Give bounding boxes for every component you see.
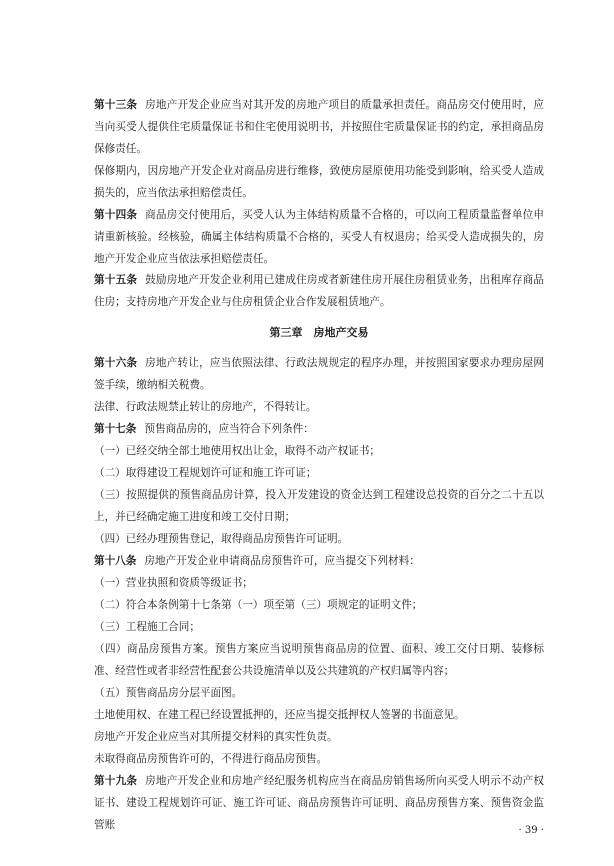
list-item-text: （三）按照提供的预售商品房计算，投入开发建设的资金达到工程建设总投资的百分之二十五以上，并已经确定施工进度和竣工交付日期； — [94, 489, 544, 523]
list-item — [94, 484, 544, 528]
list-item-text: （三）工程施工合同； — [94, 621, 200, 633]
chapter-title: 第三章 房地产交易 — [269, 326, 369, 339]
paragraph-text: 法律、行政法规禁止转让的房地产，不得转让。 — [94, 401, 317, 413]
article-19 — [94, 770, 544, 836]
list-item-text: （二）符合本条例第十七条第（一）项至第（三）项规定的证明文件； — [94, 599, 423, 611]
article-13 — [94, 94, 544, 160]
article-text: 房地产开发企业和房地产经纪服务机构应当在商品房销售场所向买受人明示不动产权证书、建设工程规划许可证、施工许可证、商品房预售许可证明、商品房预售方案、预售资金监管账 — [94, 775, 544, 831]
list-item — [94, 528, 544, 550]
paragraph-text: 土地使用权、在建工程已经设置抵押的，还应当提交抵押权人签署的书面意见。 — [94, 709, 465, 721]
list-item-text: （一）营业执照和资质等级证书； — [94, 577, 253, 589]
article-label: 第十九条 — [94, 775, 138, 787]
article-15 — [94, 269, 544, 313]
paragraph — [94, 396, 544, 418]
paragraph-text: 未取得商品房预售许可的，不得进行商品房预售。 — [94, 753, 328, 765]
list-item-text: （四）已经办理预售登记，取得商品房预售许可证明。 — [94, 533, 349, 545]
article-14 — [94, 204, 544, 270]
article-17 — [94, 418, 544, 440]
article-label: 第十七条 — [94, 423, 137, 435]
paragraph — [94, 748, 544, 770]
list-item-text: （四）商品房预售方案。预售方案应当说明预售商品房的位置、面积、竣工交付日期、装修标准、经营性或者非经营性配套公共设施清单以及公共建筑的产权归属等内容； — [94, 643, 544, 677]
paragraph — [94, 160, 544, 204]
article-text: 房地产开发企业申请商品房预售许可，应当提交下列材料： — [144, 555, 420, 567]
article-label: 第十三条 — [94, 99, 138, 111]
list-item — [94, 594, 544, 616]
article-text: 商品房交付使用后，买受人认为主体结构质量不合格的，可以向工程质量监督单位申请重新核验。经核验，确属主体结构质量不合格的，买受人有权退房；给买受人造成损失的，房地产开发企业应当依法承担赔偿责任。 — [94, 209, 544, 265]
article-label: 第十六条 — [94, 357, 138, 369]
paragraph-text: 保修期内，因房地产开发企业对商品房进行维修，致使房屋原使用功能受到影响，给买受人造成损失的，应当依法承担赔偿责任。 — [94, 165, 544, 199]
article-text: 鼓励房地产开发企业利用已建成住房或者新建住房开展住房租赁业务，出租库存商品住房；支持房地产开发企业与住房租赁企业合作发展租赁地产。 — [94, 274, 544, 308]
list-item — [94, 638, 544, 682]
article-label: 第十五条 — [94, 274, 138, 286]
article-text: 房地产开发企业应当对其开发的房地产项目的质量承担责任。商品房交付使用时，应当向买受人提供住宅质量保证书和住宅使用说明书，并按照住宅质量保证书的约定，承担商品房保修责任。 — [94, 99, 544, 155]
list-item-text: （五）预售商品房分层平面图。 — [94, 687, 243, 699]
article-label: 第十四条 — [94, 209, 138, 221]
article-text: 房地产转让，应当依照法律、行政法规规定的程序办理，并按照国家要求办理房屋网签手续，缴纳相关税费。 — [94, 357, 544, 391]
list-item — [94, 462, 544, 484]
list-item — [94, 572, 544, 594]
list-item-text: （二）取得建设工程规划许可证和施工许可证； — [94, 467, 317, 479]
page-number: · 39 · — [518, 825, 544, 836]
article-label: 第十八条 — [94, 555, 137, 567]
article-16 — [94, 352, 544, 396]
paragraph — [94, 704, 544, 726]
paragraph — [94, 726, 544, 748]
list-item-text: （一）已经交纳全部土地使用权出让金，取得不动产权证书； — [94, 445, 381, 457]
list-item — [94, 616, 544, 638]
article-text: 预售商品房的，应当符合下列条件： — [144, 423, 314, 435]
list-item — [94, 682, 544, 704]
paragraph-text: 房地产开发企业应当对其所提交材料的真实性负责。 — [94, 731, 338, 743]
article-18 — [94, 550, 544, 572]
list-item — [94, 440, 544, 462]
